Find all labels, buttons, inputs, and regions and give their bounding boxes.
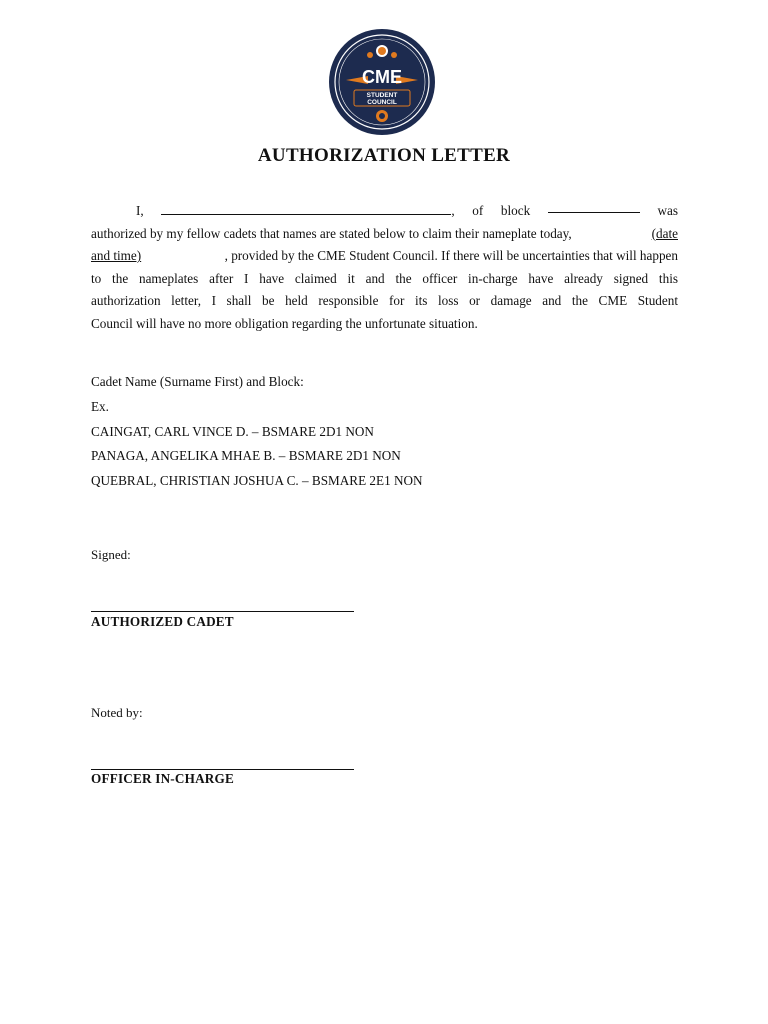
cadet-entry: CAINGAT, CARL VINCE D. – BSMARE 2D1 NON (91, 423, 374, 439)
cadet-list-example: Ex. (91, 398, 109, 414)
cadet-entry: PANAGA, ANGELIKA MHAE B. – BSMARE 2D1 NON (91, 448, 401, 464)
cadet-list-heading: Cadet Name (Surname First) and Block: (91, 374, 304, 389)
officer-in-charge-title: OFFICER IN-CHARGE (91, 771, 234, 786)
logo-text-cme: CME (362, 67, 402, 87)
authorized-cadet-title: AUTHORIZED CADET (91, 614, 234, 629)
para-word-was: was (657, 203, 678, 218)
block-blank (548, 200, 640, 213)
para-line-3: , provided by the CME Student Council. If there will be uncertainties that will happen (224, 248, 678, 264)
logo-text-council: COUNCIL (367, 99, 397, 106)
para-line-6: Council will have no more obligation regarding the unfortunate situation. (91, 315, 478, 331)
cadet-entry: QUEBRAL, CHRISTIAN JOSHUA C. – BSMARE 2E1 NON (91, 473, 423, 489)
para-comma: , (451, 203, 455, 218)
letter-paragraph (91, 200, 678, 336)
cadet-list (91, 370, 423, 494)
signed-label: Signed: (91, 547, 131, 562)
para-line-2: authorized by my fellow cadets that names are stated below to claim their nameplate today, (91, 225, 572, 241)
time-placeholder: and time) (91, 248, 142, 264)
para-line-5: authorization letter, I shall be held responsible for its loss or damage and the CME Student (91, 293, 678, 309)
authorized-cadet-signature-line (91, 611, 354, 612)
para-line-4: to the nameplates after I have claimed it and the officer in-charge have already signed this (91, 270, 678, 286)
paragraph-line (91, 223, 678, 246)
para-word-block: block (500, 203, 531, 218)
paragraph-line (91, 245, 678, 268)
date-placeholder: (date (651, 225, 678, 241)
para-word-of: of (472, 203, 484, 218)
para-word-i: I, (136, 203, 144, 218)
name-blank-group (161, 200, 454, 223)
cme-student-council-logo (328, 28, 436, 136)
logo-text-student: STUDENT (366, 92, 398, 99)
noted-by-label: Noted by: (91, 705, 143, 720)
officer-signature-line (91, 769, 354, 770)
paragraph-line (91, 200, 678, 223)
cadet-name-blank (161, 202, 451, 215)
document-title: AUTHORIZATION LETTER (257, 145, 511, 166)
